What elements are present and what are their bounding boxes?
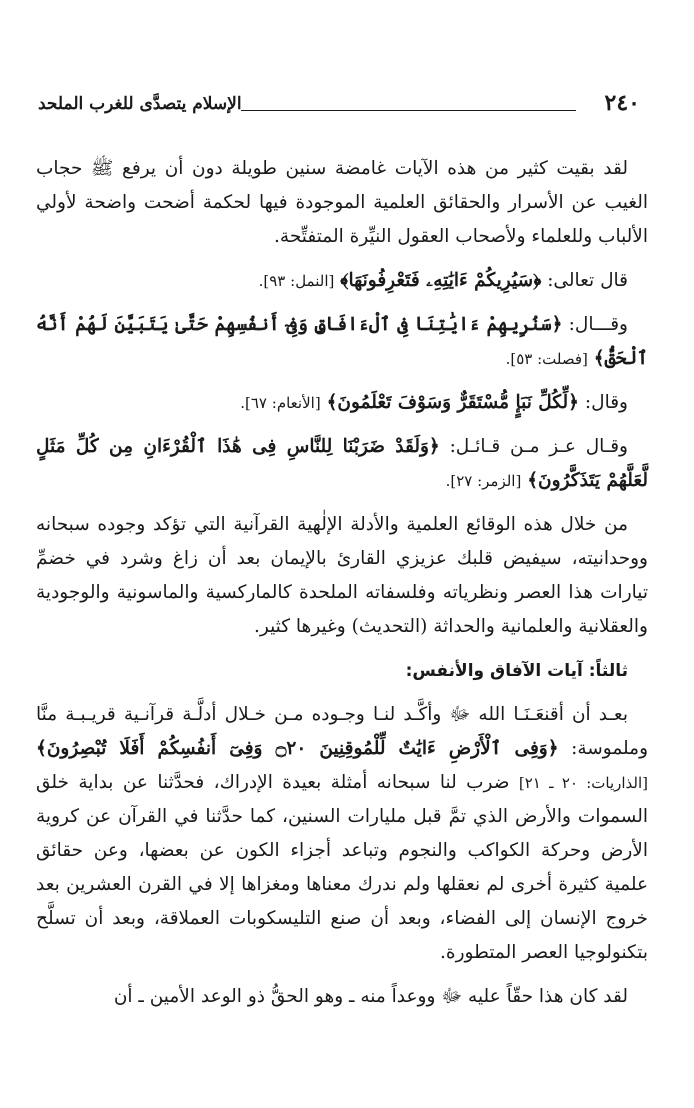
- quran-verse: ﴿وَلَقَدْ ضَرَبْنَا لِلنَّاسِ فِى هَٰذَا ٱلْقُرْءَانِ مِن كُلِّ مَثَلٍ لَّعَلَّهُمْ يَتَذَكَّرُونَ﴾: [36, 436, 648, 491]
- quran-quote-2: [36, 308, 648, 376]
- section-heading: ثالثاً: آيات الآفاق والأنفس:: [405, 661, 628, 681]
- quran-quote-4: [36, 430, 648, 498]
- quran-verse: ﴿وَفِى ٱلْأَرْضِ ءَايَٰتٌ لِّلْمُوقِنِينَ ۝٢٠ وَفِىٓ أَنفُسِكُمْ أَفَلَا تُبْصِرُونَ﴾: [36, 738, 559, 759]
- verse-reference: [الأنعام: ٦٧].: [240, 394, 321, 412]
- verse-reference: [الذاريات: ٢٠ ـ ٢١]: [518, 774, 649, 792]
- header-rule: [241, 110, 576, 111]
- verse-reference: [فصلت: ٥٣].: [505, 350, 588, 368]
- quran-quote-3: [36, 386, 648, 420]
- book-page: [36, 88, 648, 1024]
- page-header: [36, 88, 648, 124]
- page-body: [36, 152, 648, 1014]
- quote-intro: قال تعالى:: [547, 270, 628, 291]
- running-title: الإسلام يتصدَّى للغرب الملحد: [38, 94, 242, 114]
- paragraph-3-body: ضرب لنا سبحانه أمثلة بعيدة الإدراك، فحدَّثنا عن بداية خلق السموات والأرض الذي تمَّ قبل مليارات السنين، كما حدَّثنا في القرآن عن كروية الأرض وحركة الكواكب والنجوم وتباعد أجزاء الكون عن بعضها، وعن حقائق علمية كثيرة أخرى لم نعقلها ولم ندرك معناها ومغزاها إلا في القرن العشرين بعد خروج الإنسان إلى الفضاء، وبعد أن صنع التليسكوبات العملاقة، وبعد أن تسلَّح بتكنولوجيا العصر المتطورة.: [36, 772, 648, 963]
- paragraph-3: [36, 698, 648, 970]
- quote-intro: وقال:: [584, 392, 628, 413]
- paragraph-4: لقد كان هذا حقّاً عليه ﷻ ووعداً منه ـ وهو الحقُّ ذو الوعد الأمين ـ أن: [113, 986, 628, 1007]
- page-number: ٢٤٠: [604, 90, 640, 116]
- quran-verse: ﴿لِّكُلِّ نَبَإٍ مُّسْتَقَرٌّ وَسَوْفَ تَعْلَمُونَ﴾: [326, 392, 580, 413]
- quran-verse: ﴿سَنُرِيهِمْ ءَايَٰتِنَا فِى ٱلْءَافَاقِ وَفِىٓ أَنفُسِهِمْ حَتَّىٰ يَتَبَيَّنَ لَهُمْ أَنَّهُ ٱلْحَقُّ﴾: [36, 314, 648, 369]
- quran-quote-1: [36, 264, 648, 298]
- quran-verse: ﴿سَيُرِيكُمْ ءَايَٰتِهِۦ فَتَعْرِفُونَهَا﴾: [340, 270, 542, 291]
- paragraph-2: من خلال هذه الوقائع العلمية والأدلة الإلٰهية القرآنية التي تؤكد وجوده سبحانه ووحدانيته، سيفيض قلبك عزيزي القارئ بالإيمان بعد أن زاغ وشرد في خضمِّ تيارات هذا العصر ونظرياته وفلسفاته الملحدة كالماركسية والماسونية والوجودية والعقلانية والعلمانية والحداثة (التحديث) وغيرها كثير.: [36, 514, 648, 637]
- quote-intro: وقـال عـز مـن قـائـل:: [449, 436, 628, 457]
- quote-intro: وقـــال:: [568, 314, 628, 335]
- verse-reference: [النمل: ٩٣].: [258, 272, 335, 290]
- paragraph-1: لقد بقيت كثير من هذه الآيات غامضة سنين طويلة دون أن يرفع ﷺ حجاب الغيب عن الأسرار والحقائق العلمية الموجودة فيها لحكمة أضحت واضحة لأولي الألباب وللعلماء ولأصحاب العقول النيِّرة المتفتِّحة.: [36, 158, 648, 247]
- paragraph-3-intro: بعـد أن أقنعَـنَـا الله ﷻ وأكَّـد لنـا وجـوده مـن خـلال أدلَّـة قرآنـية قريـبـة منَّا وملموسة:: [36, 704, 648, 759]
- verse-reference: [الزمر: ٢٧].: [445, 472, 522, 490]
